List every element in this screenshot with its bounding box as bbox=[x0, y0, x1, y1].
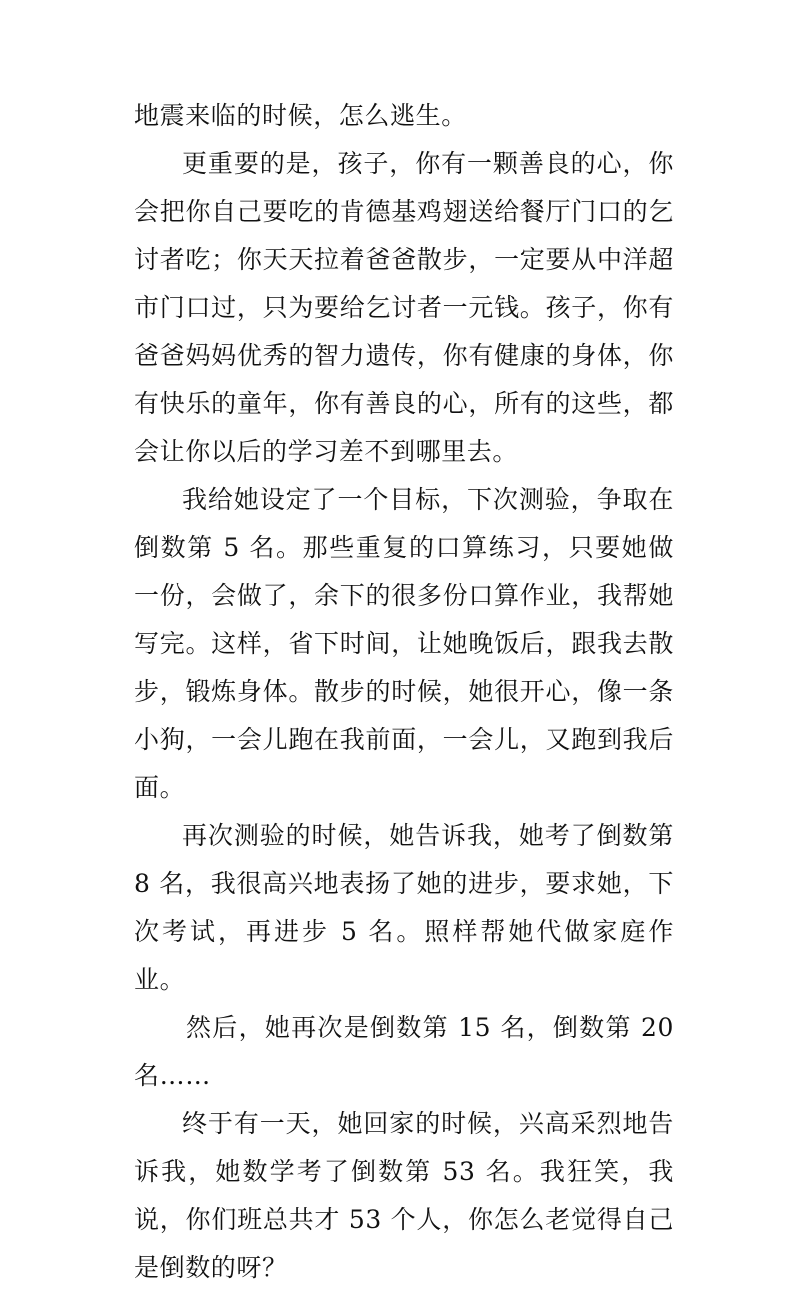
paragraph-ending: 终于有一天，她回家的时候，兴高采烈地告诉我，她数学考了倒数第 53 名。我狂笑，我说，你们班总共才 53 个人，你怎么老觉得自己是倒数的呀？ bbox=[134, 1109, 674, 1282]
body-text bbox=[134, 92, 674, 1292]
paragraph-kindness: 更重要的是，孩子，你有一颗善良的心，你会把你自己要吃的肯德基鸡翅送给餐厅门口的乞讨者吃；你天天拉着爸爸散步，一定要从中洋超市门口过，只为要给乞讨者一元钱。孩子，你有爸爸妈妈优秀的智力遗传，你有健康的身体，你有快乐的童年，你有善良的心，所有的这些，都会让你以后的学习差不到哪里去。 bbox=[134, 149, 674, 466]
paragraph-continued: 地震来临的时候，怎么逃生。 bbox=[134, 101, 467, 130]
paragraph-retest: 再次测验的时候，她告诉我，她考了倒数第 8 名，我很高兴地表扬了她的进步，要求她，下次考试，再进步 5 名。照样帮她代做家庭作业。 bbox=[134, 821, 674, 994]
paragraph-progress: 然后，她再次是倒数第 15 名，倒数第 20 名…… bbox=[134, 1013, 674, 1090]
paragraph-goal: 我给她设定了一个目标，下次测验，争取在倒数第 5 名。那些重复的口算练习，只要她做一份，会做了，余下的很多份口算作业，我帮她写完。这样，省下时间，让她晚饭后，跟我去散步，锻炼身体。散步的时候，她很开心，像一条小狗，一会儿跑在我前面，一会儿，又跑到我后面。 bbox=[134, 485, 674, 802]
